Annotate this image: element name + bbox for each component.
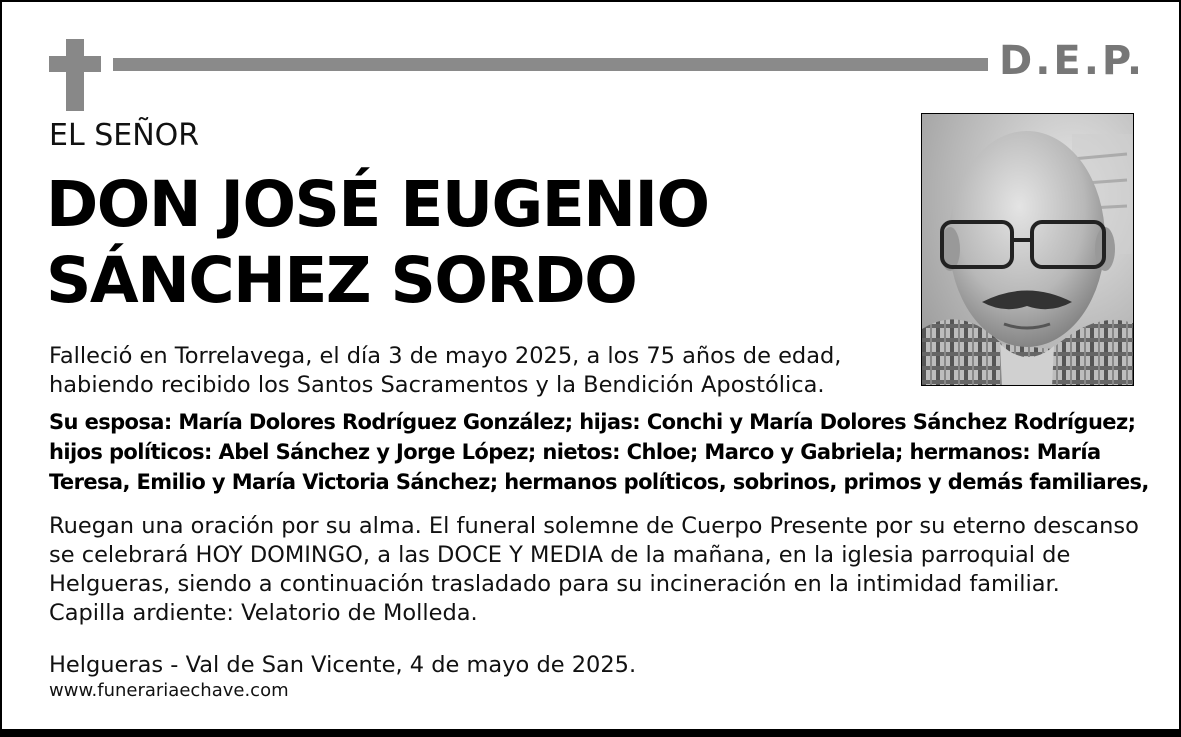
family-line: Teresa, Emilio y María Victoria Sánchez; hermanos políticos, sobrinos, primos y demás familiares, — [49, 470, 1149, 494]
funeral-line: Helgueras, siendo a continuación trasladado para su incineración en la intimidad familiar. — [49, 571, 1060, 597]
family-list — [49, 407, 1149, 497]
cross-icon — [49, 39, 101, 111]
portrait-photo — [921, 113, 1134, 386]
deceased-title: EL SEÑOR — [49, 118, 200, 153]
deceased-name-line1: DON JOSÉ EUGENIO — [46, 168, 709, 241]
funeral-line: Capilla ardiente: Velatorio de Molleda. — [49, 600, 478, 626]
family-line: hijos políticos: Abel Sánchez y Jorge López; nietos: Chloe; Marco y Gabriela; hermanos: María — [49, 440, 1101, 464]
header-rule — [113, 58, 988, 71]
dep-label: D.E.P. — [999, 38, 1146, 84]
death-notice-line: habiendo recibido los Santos Sacramentos y la Bendición Apostólica. — [49, 372, 825, 398]
deceased-name-line2: SÁNCHEZ SORDO — [46, 244, 637, 317]
funeral-details — [49, 512, 1139, 628]
family-line: Su esposa: María Dolores Rodríguez González; hijas: Conchi y María Dolores Sánchez Rodríguez; — [49, 410, 1136, 434]
website-link[interactable]: www.funerariaechave.com — [49, 680, 289, 701]
funeral-line: se celebrará HOY DOMINGO, a las DOCE Y MEDIA de la mañana, en la iglesia parroquial de — [49, 542, 1071, 568]
place-date: Helgueras - Val de San Vicente, 4 de mayo de 2025. — [49, 652, 637, 678]
death-notice — [49, 342, 841, 400]
deceased-name — [46, 167, 906, 319]
funeral-line: Ruegan una oración por su alma. El funeral solemne de Cuerpo Presente por su eterno descanso — [49, 513, 1139, 539]
death-notice-line: Falleció en Torrelavega, el día 3 de mayo 2025, a los 75 años de edad, — [49, 343, 842, 369]
